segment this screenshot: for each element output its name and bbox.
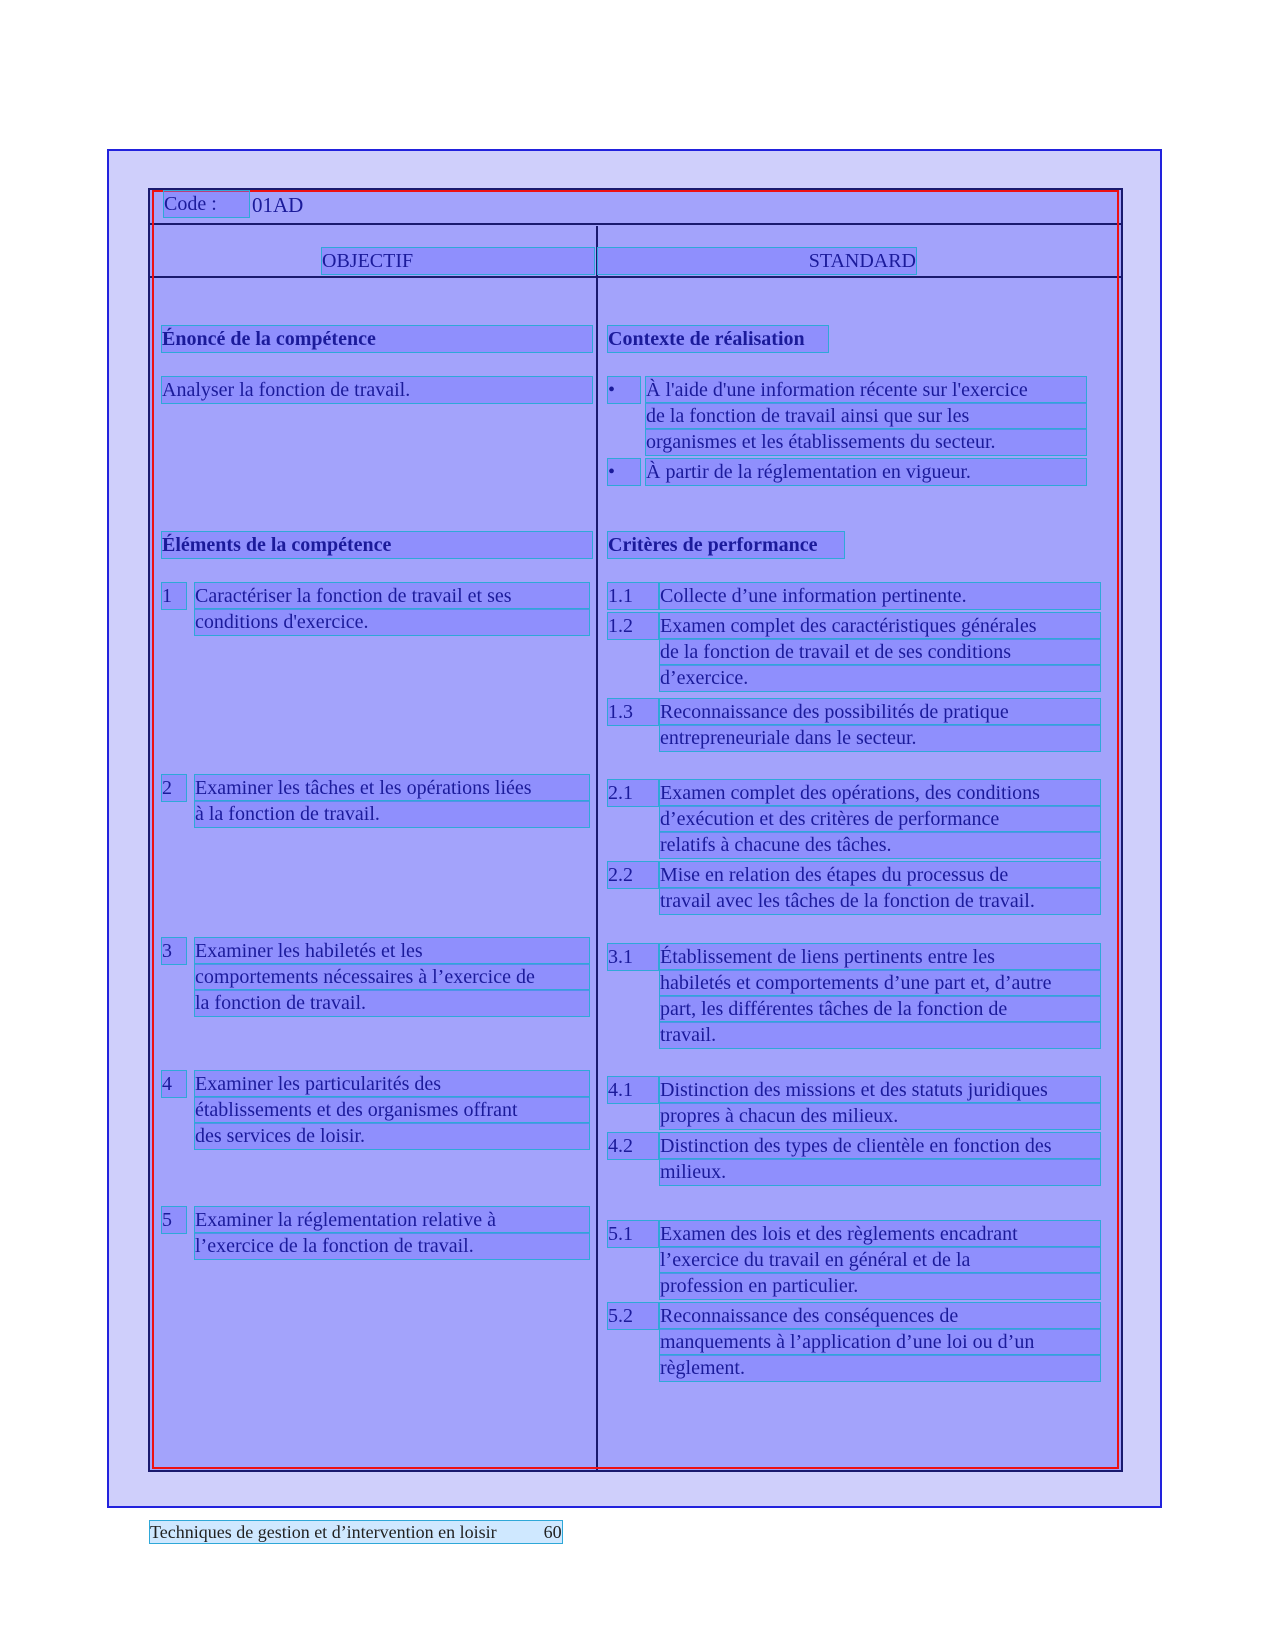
code-value: 01AD bbox=[252, 193, 304, 217]
critere-line: d’exercice. bbox=[660, 665, 1100, 691]
element-line: conditions d'exercice. bbox=[195, 609, 589, 635]
contexte-line: À l'aide d'une information récente sur l'exercice bbox=[646, 377, 1086, 403]
elements-title: Éléments de la compétence bbox=[162, 532, 592, 558]
critere-line: Mise en relation des étapes du processus de bbox=[660, 862, 1100, 888]
footer bbox=[150, 1521, 562, 1543]
critere-number: 5.2 bbox=[608, 1303, 658, 1329]
critere-line: Distinction des types de clientèle en fonction des bbox=[660, 1133, 1100, 1159]
divider-header bbox=[150, 276, 1121, 278]
critere-line: relatifs à chacune des tâches. bbox=[660, 832, 1100, 858]
bullet-icon: • bbox=[608, 459, 640, 485]
critere-number: 4.2 bbox=[608, 1133, 658, 1159]
element-line: l’exercice de la fonction de travail. bbox=[195, 1233, 589, 1259]
footer-program: Techniques de gestion et d’intervention en loisir bbox=[150, 1522, 497, 1542]
critere-line: Établissement de liens pertinents entre les bbox=[660, 944, 1100, 970]
critere-line: propres à chacun des milieux. bbox=[660, 1103, 1100, 1129]
element-line: Caractériser la fonction de travail et ses bbox=[195, 583, 589, 609]
critere-line: travail. bbox=[660, 1022, 1100, 1048]
critere-line: milieux. bbox=[660, 1159, 1100, 1185]
divider-top bbox=[150, 223, 1121, 225]
contexte-line: de la fonction de travail ainsi que sur les bbox=[646, 403, 1086, 429]
critere-number: 2.2 bbox=[608, 862, 658, 888]
element-number: 2 bbox=[162, 775, 186, 801]
critere-line: Examen complet des caractéristiques générales bbox=[660, 613, 1100, 639]
element-line: à la fonction de travail. bbox=[195, 801, 589, 827]
critere-line: l’exercice du travail en général et de la bbox=[660, 1247, 1100, 1273]
critere-line: règlement. bbox=[660, 1355, 1100, 1381]
bullet-icon: • bbox=[608, 377, 640, 403]
critere-number: 1.2 bbox=[608, 613, 658, 639]
element-line: comportements nécessaires à l’exercice de bbox=[195, 964, 589, 990]
critere-line: Examen complet des opérations, des conditions bbox=[660, 780, 1100, 806]
element-line: établissements et des organismes offrant bbox=[195, 1097, 589, 1123]
element-line: Examiner la réglementation relative à bbox=[195, 1207, 589, 1233]
critere-number: 1.3 bbox=[608, 699, 658, 725]
critere-number: 4.1 bbox=[608, 1077, 658, 1103]
critere-line: entrepreneuriale dans le secteur. bbox=[660, 725, 1100, 751]
critere-number: 5.1 bbox=[608, 1221, 658, 1247]
column-header-standard: STANDARD bbox=[598, 248, 916, 274]
critere-line: Reconnaissance des possibilités de pratique bbox=[660, 699, 1100, 725]
element-number: 5 bbox=[162, 1207, 186, 1233]
column-header-objectif: OBJECTIF bbox=[322, 248, 594, 274]
critere-line: Examen des lois et des règlements encadrant bbox=[660, 1221, 1100, 1247]
enonce-title: Énoncé de la compétence bbox=[162, 326, 592, 352]
element-line: des services de loisir. bbox=[195, 1123, 589, 1149]
critere-line: travail avec les tâches de la fonction de travail. bbox=[660, 888, 1100, 914]
critere-line: Reconnaissance des conséquences de bbox=[660, 1303, 1100, 1329]
critere-line: profession en particulier. bbox=[660, 1273, 1100, 1299]
enonce-text: Analyser la fonction de travail. bbox=[162, 377, 592, 403]
contexte-line: À partir de la réglementation en vigueur. bbox=[646, 459, 1086, 485]
critere-line: d’exécution et des critères de performance bbox=[660, 806, 1100, 832]
footer-page-number: 60 bbox=[543, 1522, 562, 1542]
element-line: Examiner les tâches et les opérations liées bbox=[195, 775, 589, 801]
contexte-title: Contexte de réalisation bbox=[608, 326, 828, 352]
critere-number: 2.1 bbox=[608, 780, 658, 806]
critere-line: Distinction des missions et des statuts juridiques bbox=[660, 1077, 1100, 1103]
critere-line: part, les différentes tâches de la fonction de bbox=[660, 996, 1100, 1022]
element-number: 1 bbox=[162, 583, 186, 609]
column-divider bbox=[596, 226, 598, 1470]
contexte-line: organismes et les établissements du secteur. bbox=[646, 429, 1086, 455]
critere-line: Collecte d’une information pertinente. bbox=[660, 583, 1100, 609]
element-number: 4 bbox=[162, 1071, 186, 1097]
critere-number: 3.1 bbox=[608, 944, 658, 970]
code-label: Code : bbox=[164, 191, 249, 217]
critere-line: manquements à l’application d’une loi ou d’un bbox=[660, 1329, 1100, 1355]
critere-line: habiletés et comportements d’une part et, d’autre bbox=[660, 970, 1100, 996]
element-number: 3 bbox=[162, 938, 186, 964]
critere-line: de la fonction de travail et de ses conditions bbox=[660, 639, 1100, 665]
element-line: Examiner les habiletés et les bbox=[195, 938, 589, 964]
critere-number: 1.1 bbox=[608, 583, 658, 609]
criteres-title: Critères de performance bbox=[608, 532, 844, 558]
element-line: Examiner les particularités des bbox=[195, 1071, 589, 1097]
element-line: la fonction de travail. bbox=[195, 990, 589, 1016]
